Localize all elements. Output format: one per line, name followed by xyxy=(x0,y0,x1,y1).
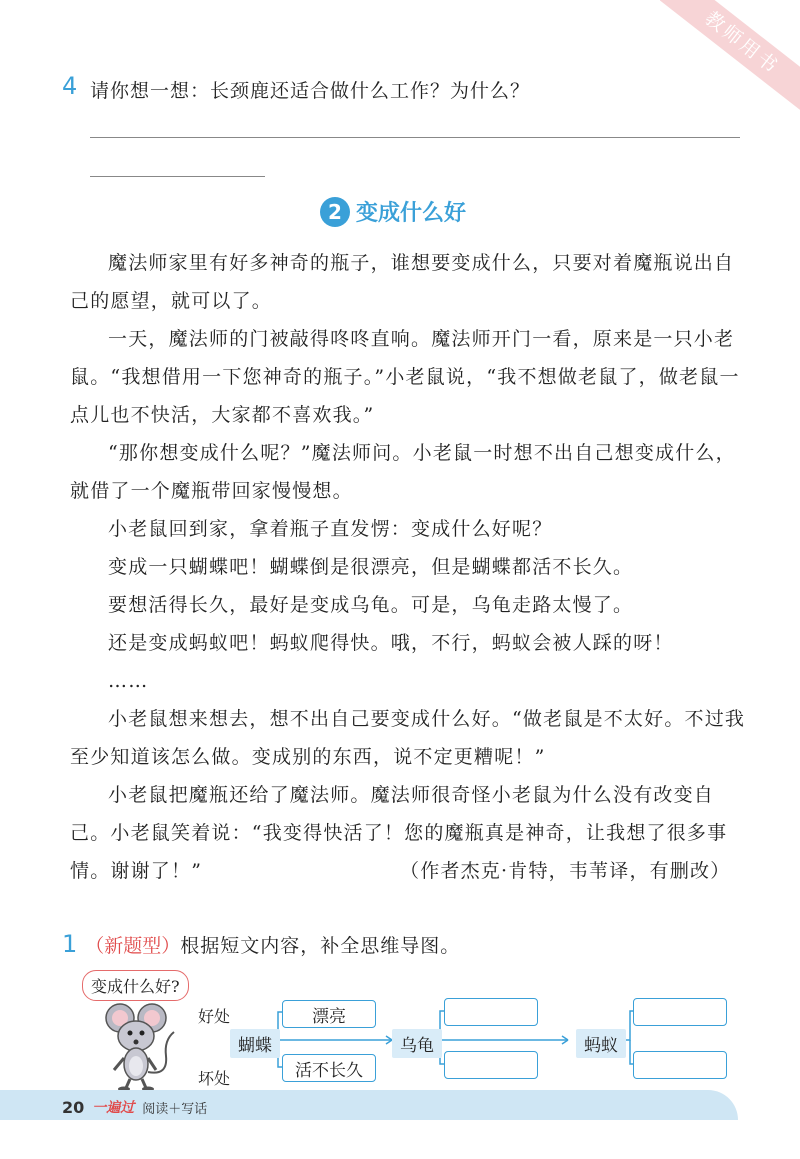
passage-paragraph: 小老鼠把魔瓶还给了魔法师。魔法师很奇怪小老鼠为什么没有改变自己。小老鼠笑着说：“我变得快活了！您的魔瓶真是神奇，让我想了很多事情。谢谢了！” xyxy=(70,784,728,882)
passage-attribution: （作者杰克·肯特，韦苇译，有删改） xyxy=(400,860,731,882)
advantage-label: 好处 xyxy=(198,1007,231,1026)
question-4-number: 4 xyxy=(62,72,78,100)
brand-logo: 一遍过 xyxy=(92,1100,135,1116)
speech-bubble: 变成什么好? xyxy=(82,970,189,1001)
passage-paragraph: 小老鼠想来想去，想不出自己要变成什么好。“做老鼠是不太好。不过我至少知道该怎么做。变成别的东西，说不定更糟呢！” xyxy=(70,708,746,768)
answer-line[interactable] xyxy=(90,137,740,138)
ant-node: 蚂蚁 xyxy=(576,1029,626,1058)
passage-paragraph: 还是变成蚂蚁吧！蚂蚁爬得快。哦，不行，蚂蚁会被人踩的呀！ xyxy=(108,632,674,654)
butterfly-advantage-box: 漂亮 xyxy=(282,1000,376,1028)
butterfly-node: 蝴蝶 xyxy=(230,1029,280,1058)
passage-paragraph: …… xyxy=(108,670,149,692)
answer-line[interactable] xyxy=(90,176,265,177)
passage-paragraph: 要想活得长久，最好是变成乌龟。可是，乌龟走路太慢了。 xyxy=(108,594,634,616)
ant-advantage-answer-box[interactable] xyxy=(633,998,727,1026)
turtle-node: 乌龟 xyxy=(392,1029,442,1058)
passage-paragraph: 小老鼠回到家，拿着瓶子直发愣：变成什么好呢？ xyxy=(108,518,553,540)
passage-paragraph: 一天，魔法师的门被敲得咚咚直响。魔法师开门一看，原来是一只小老鼠。“我想借用一下您神奇的瓶子。”小老鼠说，“我不想做老鼠了，做老鼠一点儿也不快活，大家都不喜欢我。” xyxy=(70,328,740,426)
question-1-text: 根据短文内容，补全思维导图。 xyxy=(180,935,461,957)
passage-paragraph: 变成一只蝴蝶吧！蝴蝶倒是很漂亮，但是蝴蝶都活不长久。 xyxy=(108,556,634,578)
question-1-number: 1 xyxy=(62,930,78,958)
new-question-type-tag: （新题型） xyxy=(85,935,181,957)
disadvantage-label: 坏处 xyxy=(198,1069,231,1088)
turtle-advantage-answer-box[interactable] xyxy=(444,998,538,1026)
teacher-edition-banner xyxy=(660,0,800,140)
section-title xyxy=(320,196,466,227)
butterfly-disadvantage-box: 活不长久 xyxy=(282,1054,376,1082)
page-number: 20 xyxy=(62,1097,85,1117)
section-heading: 变成什么好 xyxy=(356,201,467,226)
teacher-edition-text: 教师用书 xyxy=(660,0,800,118)
subject-label: 阅读＋写话 xyxy=(142,1101,208,1117)
section-number-badge: 2 xyxy=(320,197,350,227)
turtle-disadvantage-answer-box[interactable] xyxy=(444,1051,538,1079)
question-1 xyxy=(62,930,460,958)
reading-passage xyxy=(70,244,750,890)
question-4-text: 请你想一想：长颈鹿还适合做什么工作？为什么？ xyxy=(90,80,531,102)
passage-paragraph: 魔法师家里有好多神奇的瓶子，谁想要变成什么，只要对着魔瓶说出自己的愿望，就可以了。 xyxy=(70,252,735,312)
footer xyxy=(62,1097,207,1117)
ant-disadvantage-answer-box[interactable] xyxy=(633,1051,727,1079)
mind-map xyxy=(70,968,750,1088)
passage-paragraph: “那你想变成什么呢？”魔法师问。小老鼠一时想不出自己想变成什么，就借了一个魔瓶带回家慢慢想。 xyxy=(70,442,736,502)
